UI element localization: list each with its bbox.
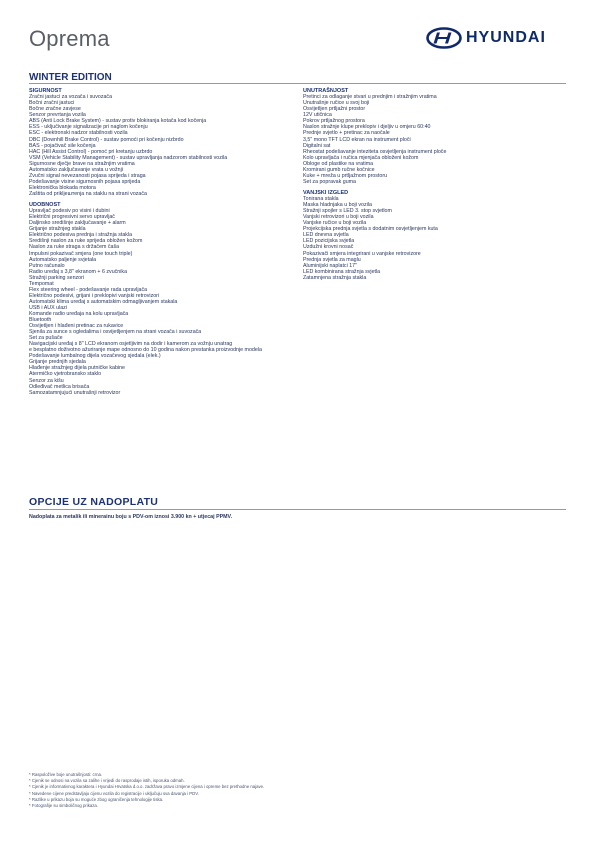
- list-item: Odleđivač metlica brisača: [29, 383, 90, 390]
- list-item: * Cjenik je informativnog karaktera i Hyundai Hrvatska d.o.o. zadržava pravo izmjene cijena i opreme bez prethodne najave.: [29, 784, 265, 790]
- list-item: Kromirani gumb ručne kočnice: [303, 166, 375, 173]
- list-item: LED dnevna svjetla: [303, 232, 349, 239]
- list-item: VSM (Vehicle Stability Management) - sustav upravljanja nadzorom stabilnosti vozila: [29, 154, 228, 161]
- list-item: * Cjenik se odnosi na vozila sa zalihe i vrijedi do rasprodaje istih, isporuka odmah.: [29, 778, 185, 784]
- list-item: Putno računalo: [29, 262, 65, 269]
- list-item: Električno podesiva prednja i stražnja stakla: [29, 232, 133, 239]
- list-item: Senzor prevrtanja vozila: [29, 112, 86, 119]
- list-item: * Fotografije su simboličnog prikaza.: [29, 803, 99, 809]
- list-item: 12V utičnica: [303, 112, 332, 119]
- list-item: DBC (Downhill Brake Control) - sustav pomoći pri kočenju nizbrdo: [29, 136, 184, 143]
- list-item: Grijanje stražnjeg stakla: [29, 226, 86, 233]
- list-item: LED kombinirana stražnja svjetla: [303, 268, 381, 275]
- list-item: Atermičko vjetrobransko staklo: [29, 371, 102, 378]
- list-item: Kuke + mreža u prtljažnom prostoru: [303, 172, 388, 179]
- left-column: [29, 88, 299, 396]
- list-item: Grijanje prednjih sjedala: [29, 359, 86, 366]
- list-item: Automatsko zaključavanje vrata u vožnji: [29, 166, 123, 173]
- list-item: Flex steering wheel - podešavanje rada upravljača: [29, 286, 148, 293]
- list-item: Podešavanje visine sigurnosnih pojasa sprijeda: [29, 178, 141, 185]
- list-item: ABS (Anti Lock Brake System) - sustav protiv blokiranja kotača kod kočenja: [29, 118, 207, 125]
- section-items: [303, 94, 565, 185]
- list-item: Bluetooth: [29, 317, 52, 324]
- list-item: Bočne zračne zavjese: [29, 106, 81, 113]
- list-item: Sigurnosne dječje brave na stražnjim vratima: [29, 160, 135, 167]
- list-item: ESC - elektronski nadzor stabilnosti vozila: [29, 130, 128, 137]
- list-item: Daljinsko središnje zaključavanje + alarm: [29, 220, 126, 227]
- list-item: Elektronička blokada motora: [29, 184, 96, 191]
- list-item: * Navedene cijene predstavljaju cijenu vozila do registracije i uključuju sva davanja i PDV.: [29, 790, 199, 796]
- page-title: Oprema: [29, 26, 110, 51]
- list-item: Hlađenje stražnjeg dijela putničke kabine: [29, 365, 125, 372]
- list-item: BAS - pojačivač sile kočenja: [29, 142, 96, 149]
- list-item: Vanjske ručice u boji vozila: [303, 220, 367, 227]
- list-item: Prednja svjetla za maglu: [303, 256, 361, 263]
- right-column: [303, 88, 565, 281]
- section-vanjski-izgled: [303, 190, 565, 281]
- section-heading: VANJSKI IZGLED: [303, 189, 349, 196]
- list-item: Pokrov prtljažnog prostora: [303, 118, 365, 125]
- list-item: Set za pušače: [29, 335, 63, 342]
- list-item: Set za popravak guma: [303, 178, 356, 185]
- list-item: Sjenila za sunce s ogledalima i osvijetljenjem na strani vozača i suvozača: [29, 329, 202, 336]
- list-item: 3,5" mono TFT LCD ekran na instrument ploči: [303, 136, 411, 143]
- list-item: * Razlike u prikazu boja su moguće zbog ograničenja tehnologije tiska.: [29, 796, 164, 802]
- list-item: Uzdužni krovni nosač: [303, 244, 354, 251]
- list-item: Samozatamnjujući unutrašnji retrovizor: [29, 389, 121, 396]
- section-unutrasnjost: [303, 88, 565, 185]
- hyundai-logo: [426, 27, 568, 49]
- list-item: Radio uređaj s 3,8" ekranom + 6 zvučnika: [29, 268, 128, 275]
- list-item: Osvijetljen i hlađeni pretinac za rukavice: [29, 323, 124, 330]
- list-item: Zvučni signal nevezanosti pojasa sprijeda i straga: [29, 172, 146, 179]
- section-heading: UDOBNOST: [29, 202, 61, 208]
- options-text: Nadoplata za metalik ili minerainu boju s PDV-om iznosi 3.900 kn + utjecaj PPMV.: [29, 514, 233, 520]
- list-item: Zaštita od prikljештenja na staklu na strani vozača: [29, 190, 147, 197]
- list-item: Maska hladnjaka u boji vozila: [303, 202, 372, 209]
- list-item: Digitalni sat: [303, 142, 331, 149]
- list-item: Rheostat podešavanje inteziteta osvjetljenja instrument ploče: [303, 148, 447, 155]
- list-item: Automatski klima uređaj s automatskim odmagljivanjem stakala: [29, 298, 178, 305]
- section-heading: UNUTRAŠNJOST: [303, 88, 349, 94]
- section-items: [29, 208, 299, 395]
- list-item: HAC (Hill Assist Control) - pomoć pri kretanju uzbrdo: [29, 148, 153, 155]
- list-item: Stražnji parking senzori: [29, 274, 85, 281]
- list-item: e besplatno doživotno ažuriranje mape odnosno do 10 godina nakon prestanka proizvodnje modela: [29, 347, 262, 354]
- list-item: Središnji naslon za ruke sprijeda obložen kožom: [29, 238, 143, 245]
- list-item: Prednje svjetlo + pretinac za naočale: [303, 130, 390, 137]
- list-item: Električno podesivi, grijani i preklopivi vanjski retrovizori: [29, 292, 160, 299]
- list-item: USB i AUX ulazi: [29, 304, 67, 311]
- list-item: * Raspoložive boje unutrašnjosti: crna.: [29, 772, 103, 777]
- list-item: Automatsko paljenje svjetala: [29, 256, 97, 263]
- list-item: Impulsni pokazivač smjera (one touch triple): [29, 250, 133, 257]
- list-item: LED pozicijska svjetla: [303, 238, 355, 245]
- list-item: Zračni jastuci za vozača i suvozača: [29, 94, 113, 101]
- list-item: Pretinci za odlaganje stvari u prednjim i stražnjim vratima: [303, 94, 437, 101]
- list-item: Pokazivači smjera integrirani u vanjske retrovizore: [303, 250, 421, 257]
- list-item: Podešavanje lumbalnog dijela vozačevog sjedala (elek.): [29, 353, 161, 360]
- section-items: [29, 94, 299, 197]
- list-item: Električni progresivni servo upravljač: [29, 214, 115, 221]
- options-heading: OPCIJE UZ NADOPLATU: [29, 496, 159, 508]
- edition-divider: [29, 83, 566, 84]
- list-item: Komande radio uređaja na kolu upravljača: [29, 311, 129, 317]
- list-item: Upravljač podesiv po visini i dubini: [29, 208, 110, 215]
- list-item: Bočni zračni jastuci: [29, 100, 75, 107]
- list-item: Projekcijska prednja svjetla s dodatnim osvjetljenjem kuta: [303, 226, 438, 233]
- section-udobnost: [29, 202, 299, 396]
- hyundai-emblem-icon: [426, 27, 462, 49]
- section-sigurnost: [29, 88, 299, 197]
- list-item: Naslon stražnje klupe preklopiv i djeljiv u omjeru 60:40: [303, 124, 431, 131]
- list-item: Stražnji spojler s LED 3. stop svjetlom: [303, 208, 392, 215]
- list-item: ESS - uključivanje signalizacije pri naglom kočenju: [29, 124, 148, 131]
- list-item: Naslon za ruke straga s držačem čaša: [29, 244, 120, 251]
- list-item: Senzor za kišu: [29, 377, 64, 384]
- list-item: Aluminijski naplatci 17": [303, 262, 357, 269]
- list-item: Zatamnjena stražnja stakla: [303, 274, 367, 281]
- section-items: [303, 196, 565, 281]
- list-item: Unutrašnje ručice u svoj boji: [303, 100, 370, 107]
- list-item: Navigacijski uređaj s 8" LCD ekranom osjetljivim na dodir i kamerom za vožnju unatrag: [29, 341, 233, 348]
- options-divider: [29, 509, 566, 510]
- section-heading: SIGURNOST: [29, 88, 62, 94]
- brand-wordmark: HYUNDAI: [466, 29, 546, 46]
- list-item: Vanjski retrovizori u boji vozila: [303, 214, 374, 221]
- list-item: Osvijetljen prtljažni prostor: [303, 106, 366, 113]
- footnotes: [29, 772, 264, 809]
- edition-heading: WINTER EDITION: [29, 72, 112, 83]
- list-item: Tempomat: [29, 280, 54, 287]
- list-item: Kolo upravljača i ručica mjenjača obloženi kožom: [303, 154, 419, 161]
- list-item: Obloge od plastike na vratima: [303, 160, 374, 167]
- list-item: Tonirana stakla: [303, 196, 339, 203]
